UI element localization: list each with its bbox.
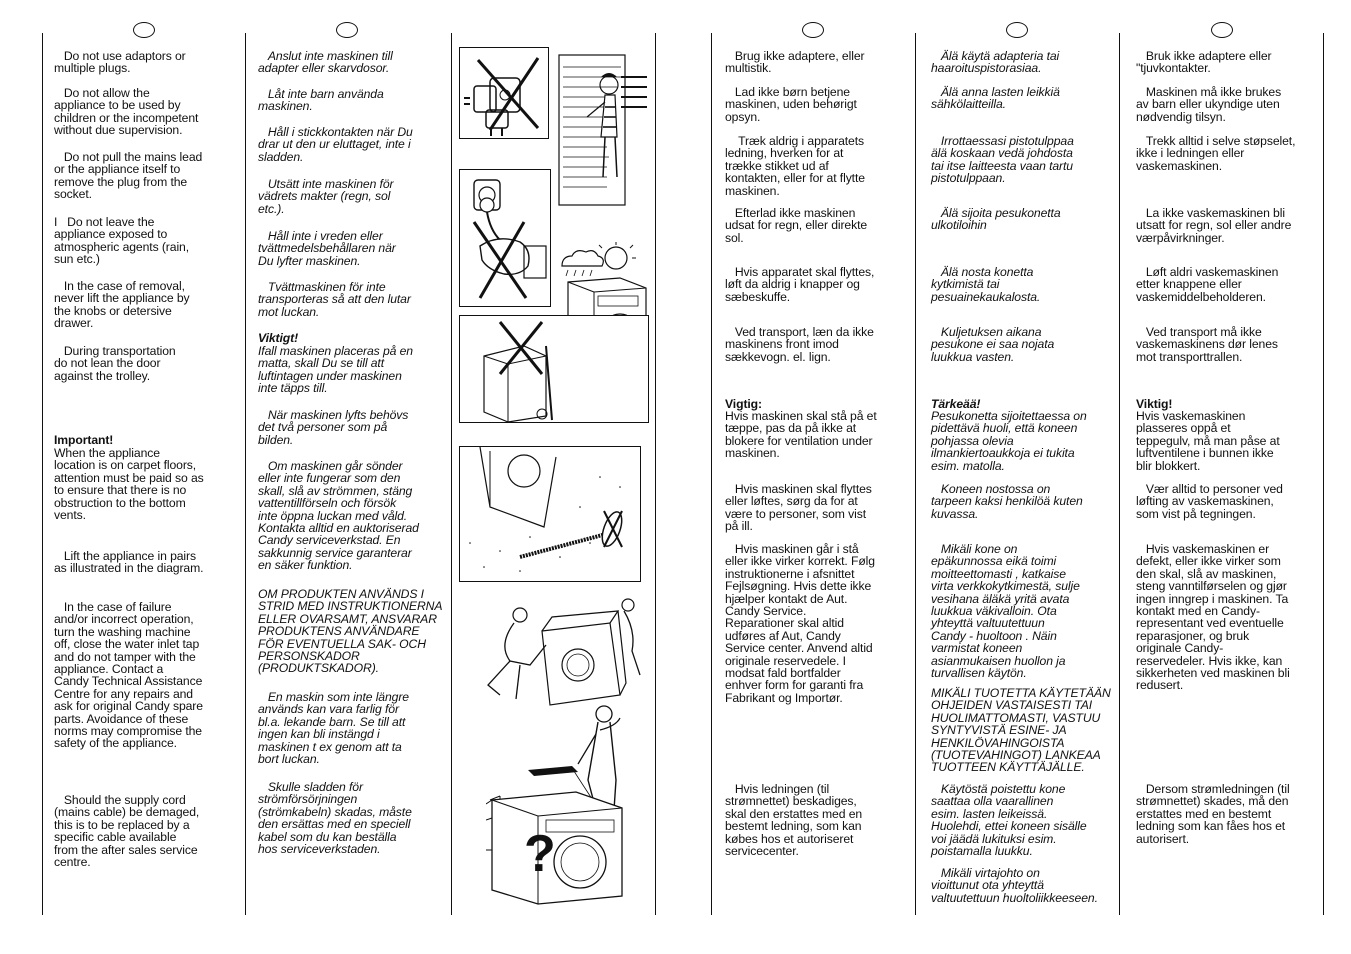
da-carpet: Hvis maskinen skal stå på et tæppe, pas da på ikke at blokere for ventilation under maskinen. xyxy=(725,409,877,461)
en-transport: During transportation do not lean the door against the trolley. xyxy=(54,344,176,383)
sv-lift-pairs: När maskinen lyfts behövs det två personer som på bilden. xyxy=(258,408,409,447)
no-lift-pairs: Vær alltid to personer ved løfting av vaskemaskinen, som vist på tegningen. xyxy=(1136,482,1283,521)
sv-knobs: Håll inte i vreden eller tvättmedelsbehållaren när Du lyfter maskinen. xyxy=(258,229,396,268)
no-weather: La ikke vaskemaskinen bli utsatt for regn, sol eller andre værpåvirkninger. xyxy=(1136,206,1292,245)
sv-transport: Tvättmaskinen för inte transporteras så att den lutar mot luckan. xyxy=(258,280,411,319)
sv-weather: Utsätt inte maskinen för vädrets makter (regn, sol etc.). xyxy=(258,177,394,216)
no-transport: Ved transport må ikke vaskemaskinens dør lenes mot transporttrallen. xyxy=(1136,325,1278,364)
da-weather: Efterlad ikke maskinen udsat for regn, eller direkte sol. xyxy=(725,206,868,245)
en-lift-pairs: Lift the appliance in pairs as illustrated in the diagram. xyxy=(54,549,204,576)
da-failure: Hvis maskinen går i stå eller ikke virker korrekt. Følg instruktionerne i afsnittet Fejlsøgning. Hvis dette ikke hjælper kontakt de Aut. Candy Service. Reparationer skal altid udføres af Aut, Candy Service center. Anvend altid originale reservedele. I modsat fald bortfalder enhver form for garanti fra Fabrikant og Importør. xyxy=(725,542,875,705)
no-failure: Hvis vaskemaskinen er defekt, eller ikke virker som den skal, slå av maskinen, steng vanntilførselen og gjør ingen inngrep i maskinen. Ta kontakt med en Candy- representant ved eventuelle reparasjoner, og bruk originale Candy- reservedeler. Hvis ikke, kan sikkerheten ved maskinen bli redusert. xyxy=(1136,542,1290,693)
question-mark-label: ? xyxy=(524,825,556,883)
column-rule xyxy=(1323,33,1324,915)
column-rule xyxy=(42,33,43,915)
fi-supply-cord: Mikäli virtajohto on vioittunut ota yhteyttä valtuutettuun huoltoliikkeeseen. xyxy=(931,866,1098,905)
da-adaptors: Brug ikke adaptere, eller multistik. xyxy=(725,49,865,76)
en-important-heading: Important! xyxy=(54,433,114,447)
language-marker-oval xyxy=(133,22,155,38)
en-supply-cord: Should the supply cord (mains cable) be demaged, this is to be replaced by a specific cable available from the after sales service centre. xyxy=(54,793,200,870)
fi-children: Älä anna lasten leikkiä sähkölaitteilla. xyxy=(931,85,1060,112)
en-children: Do not allow the appliance to be used by children or the incompetent without due supervision. xyxy=(54,86,199,138)
sv-important-heading: Viktigt! xyxy=(258,331,299,345)
en-adaptors: Do not use adaptors or multiple plugs. xyxy=(54,49,186,76)
sv-failure: Om maskinen går sönder eller inte fungerar som den skall, slå av strömmen, stäng vattentillförseln och försök inte öppna luckan med våld. Kontakta alltid en auktoriserad Candy serviceverkstad. En sakkunnig service garanterar en säker funktion. xyxy=(258,459,419,573)
fi-failure: Mikäli kone on epäkunnossa eikä toimi moitteettomasti , katkaise virta verkkokytkimestä, sulje vesihana äläkä yritä avata luukkua väkivalloin. Ota yhteyttä valtuutettuun Candy - huoltoon . Näin varmistat koneen asianmukaisen huollon ja turvallisen käytön. xyxy=(931,542,1080,681)
fi-lift-knobs: Älä nosta konetta kytkimistä tai pesuainekaukalosta. xyxy=(931,265,1041,304)
sv-plug: Håll i stickkontakten när Du drar ut den ur eluttaget, inte i sladden. xyxy=(258,125,413,164)
sv-carpet: Ifall maskinen placeras på en matta, skall Du se till att luftintagen under maskinen inte täpps till. xyxy=(258,344,413,396)
en-removal: In the case of removal, never lift the appliance by the knobs or detersive drawer. xyxy=(54,279,190,331)
fi-mains-lead: Irrottaessasi pistotulppaa älä koskaan vedä johdosta tai itse laitteesta vaan tartu pistotulppaan. xyxy=(931,134,1074,186)
trolley-transport-warning-illustration xyxy=(459,315,649,423)
column-rule xyxy=(451,33,452,915)
column-rule xyxy=(711,33,712,915)
plug-pull-warning-illustration xyxy=(459,169,551,307)
en-failure: In the case of failure and/or incorrect operation, turn the washing machine off, close the water inlet tap and do not tamper with the appliance. Contact a Candy Technical Assistance Centre for any repairs and ask for original Candy spare parts. Avoidance of these norms may compromise the safety of the appliance. xyxy=(54,600,203,751)
da-lift-pairs: Hvis maskinen skal flyttes eller løftes, sørg da for at være to personer, som vist på ill. xyxy=(725,482,872,534)
da-children: Lad ikke børn betjene maskinen, uden behørigt opsyn. xyxy=(725,85,857,124)
language-marker-oval xyxy=(1006,22,1028,38)
da-transport: Ved transport, læn da ikke maskinens front imod sækkevogn. el. lign. xyxy=(725,325,874,364)
fi-carpet: Pesukonetta sijoitettaessa on pidettävä huoli, että koneen pohjassa olevia ilmankiertoaukkoja ei tukita esim. matolla. xyxy=(931,409,1087,473)
fi-adaptors: Älä käytä adapteria tai haaroituspistorasiaa. xyxy=(931,49,1060,76)
no-supply-cord: Dersom strømledningen (til strømnettet) skades, må den erstattes med en bestemt ledning som kan fåes hos et autorisert. xyxy=(1136,782,1290,846)
fi-important-heading: Tärkeää! xyxy=(931,397,981,411)
da-supply-cord: Hvis ledningen (til strømnettet) beskadiges, skal den erstattes med en bestemt ledning, som kan købes hos et autoriseret servicecenter. xyxy=(725,782,863,859)
column-rule xyxy=(245,33,246,915)
en-mains-lead: Do not pull the mains lead or the appliance itself to remove the plug from the socket. xyxy=(54,150,203,202)
no-carpet: Hvis vaskemaskinen plasseres oppå et teppegulv, må man påse at luftventilene i bunnen ikke blir blokkert. xyxy=(1136,409,1280,473)
no-lift-knobs: Løft aldri vaskemaskinen etter knappene eller vaskemiddelbeholderen. xyxy=(1136,265,1279,304)
column-rule xyxy=(655,33,656,915)
no-mains-lead: Trekk alltid i selve støpselet, ikke i ledningen eller vaskemaskinen. xyxy=(1136,134,1296,173)
two-person-lift-illustration xyxy=(480,595,645,715)
column-rule xyxy=(915,33,916,915)
failure-service-illustration xyxy=(486,700,646,905)
language-marker-oval xyxy=(336,22,358,38)
da-important-heading: Vigtig: xyxy=(725,397,762,411)
en-carpet: When the appliance location is on carpet floors, attention must be paid so as to ensure that there is no obstruction to the bottom vents. xyxy=(54,446,204,523)
sv-supply-cord: Skulle sladden för strömförsörjningen (strömkabeln) skadas, måste den ersättas med en speciell kabel som du kan beställa hos serviceverkstaden. xyxy=(258,780,412,857)
fi-lift-pairs: Koneen nostossa on tarpeen kaksi henkilöä kuten kuvassa. xyxy=(931,482,1083,521)
da-lift-knobs: Hvis apparatet skal flyttes, løft da aldrig i knapper og sæbeskuffe. xyxy=(725,265,875,304)
language-marker-oval xyxy=(802,22,824,38)
no-important-heading: Viktig! xyxy=(1136,397,1173,411)
sv-adaptors: Anslut inte maskinen till adapter eller skarvdosor. xyxy=(258,49,393,76)
da-mains-lead: Træk aldrig i apparatets ledning, hverken for at trække stikket ud af kontakten, eller for at flytte maskinen. xyxy=(725,134,865,198)
no-adaptors: Bruk ikke adaptere eller "tjuvkontakter. xyxy=(1136,49,1272,76)
language-marker-oval xyxy=(1211,22,1233,38)
child-at-machine-illustration xyxy=(557,47,649,207)
sv-disposal: En maskin som inte längre används kan vara farlig för bl.a. lekande barn. Se till att ingen kan bli instängd i maskinen t ex genom att ta bort luckan. xyxy=(258,690,409,767)
en-weather: I Do not leave the appliance exposed to atmospheric agents (rain, sun etc.) xyxy=(54,215,190,267)
sv-liability: OM PRODUKTEN ANVÄNDS I STRID MED INSTRUKTIONERNA ELLER OVARSAMT, ANSVARAR PRODUKTENS ANVÄNDARE FÖR EVENTUELLA SAK- OCH PERSONSKADOR (PRODUKTSKADOR). xyxy=(258,587,443,676)
fi-liability: MIKÄLI TUOTETTA KÄYTETÄÄN OHJEIDEN VASTAISESTI TAI HUOLIMATTOMASTI, VASTUU SYNTYVISTÄ ESINE- JA HENKILÖVAHINGOISTA (TUOTEVAHINGOT) LANKEAA TUOTTEEN KÄYTTÄJÄLLE. xyxy=(931,686,1111,775)
fi-disposal: Käytöstä poistettu kone saattaa olla vaarallinen esim. lasten leikeissä. Huolehdi, ettei koneen sisälle voi jäädä lukituksi esim. poistamalla luukku. xyxy=(931,782,1087,859)
fi-transport: Kuljetuksen aikana pesukone ei saa nojata luukkua vasten. xyxy=(931,325,1055,364)
no-children: Maskinen må ikke brukes av barn eller ukyndige uten nødvendig tilsyn. xyxy=(1136,85,1282,124)
adaptor-warning-illustration xyxy=(459,47,549,139)
fi-weather: Älä sijoita pesukonetta ulkotiloihin xyxy=(931,206,1061,233)
sv-children: Låt inte barn använda maskinen. xyxy=(258,87,384,114)
column-rule xyxy=(1119,33,1120,915)
carpet-ventilation-illustration xyxy=(459,446,641,582)
